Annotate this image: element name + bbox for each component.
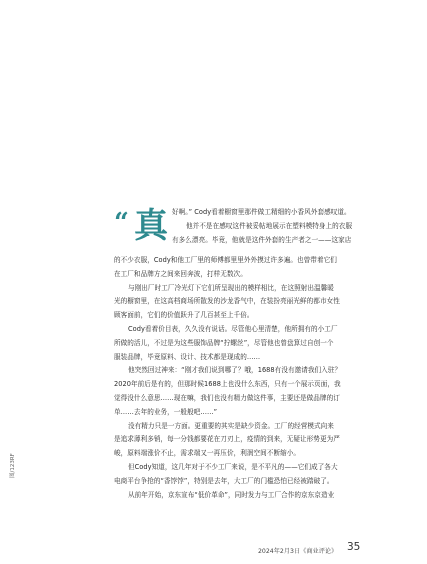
text-line: 好啊。” Cody看着橱窗里那件做工精细的小香风外套感叹道。: [172, 208, 351, 216]
text-line: 与刚出厂时工厂冷光灯下它们所呈现出的模样相比，在这照射出温馨暖: [128, 283, 334, 292]
text-line: 服装品牌，毕竟原料、设计、技术都是现成的……: [114, 352, 261, 361]
paragraph-1-cont: [114, 254, 376, 282]
text-line: 没有精力只是一方面。更重要的其实是缺少资金。工厂的经营模式向来: [128, 421, 334, 430]
text-line: 他突然回过神来：“刚才我们说到哪了？哦，1688有没有邀请我们入驻？: [128, 366, 342, 375]
opening-block: [114, 206, 376, 252]
text-line: 单……去年的业务，一般般吧……”: [114, 407, 218, 416]
photo-credit: 图/123RF: [10, 453, 16, 478]
paragraph-7: [114, 489, 376, 503]
article-body: [114, 206, 376, 502]
opening-quote-mark: “: [114, 208, 129, 238]
issue-label: 2024年2月3日《商业评论》: [258, 548, 338, 555]
paragraph-2: [114, 282, 376, 323]
text-line: 从前年开始，京东宣布“低价革命”，同时发力与工厂合作的京东京造业: [128, 490, 335, 499]
paragraph-3: [114, 323, 376, 364]
text-line: 有多么漂亮。毕竟，他就是这件外套的生产者之一——这家店: [172, 235, 352, 244]
paragraph-5: [114, 420, 376, 461]
drop-cap: 真: [134, 206, 168, 246]
text-line: 是追求薄利多销，每一分钱都要花在刀刃上，疫情的到来，无疑让形势更为严: [114, 435, 340, 444]
text-line: Cody看着价目表，久久没有说话。尽管他心里清楚，他所拥有的小工厂: [128, 324, 338, 333]
text-line: 2020年前后是有的，但那时候1688上也没什么东西，只有一个展示页面，我: [114, 380, 341, 389]
text-line: 但Cody知道，这几年对于不少工厂来说，是不平凡的——它们成了各大: [128, 462, 338, 471]
paragraph-4: [114, 364, 376, 419]
text-line: 电商平台争抢的“香饽饽”，特别是去年，大工厂的门槛恐怕已经被踏破了。: [114, 476, 334, 485]
text-line: 的不少衣服，Cody和他工厂里的师傅都里里外外摸过许多遍。也曾带着它们: [114, 256, 337, 264]
text-line: 觉得没什么意思……现在嘛，我们也没有精力做这件事，主要还是做品牌的订: [114, 393, 340, 402]
text-line: 所做的活儿，不过是为这些服饰品牌“拧螺丝”，尽管他也曾盘算过自创一个: [114, 338, 334, 347]
text-line: 顾客面前，它们的价值跃升了几百甚至上千倍。: [114, 311, 254, 320]
page-number: 35: [347, 541, 361, 553]
text-line: 他并不是在感叹这件被妥帖地展示在塑料模特身上的衣服: [186, 221, 353, 230]
text-line: 峻，原料端涨价不止，需求端又一再压价，利润空间不断缩小。: [114, 449, 301, 458]
text-line: 光的橱窗里，在这高档商场所散发的沙龙香气中，在装扮亮丽光鲜的都市女性: [114, 297, 340, 306]
text-line: 在工厂和品牌方之间来回奔波，打样无数次。: [114, 269, 247, 278]
paragraph-6: [114, 461, 376, 489]
